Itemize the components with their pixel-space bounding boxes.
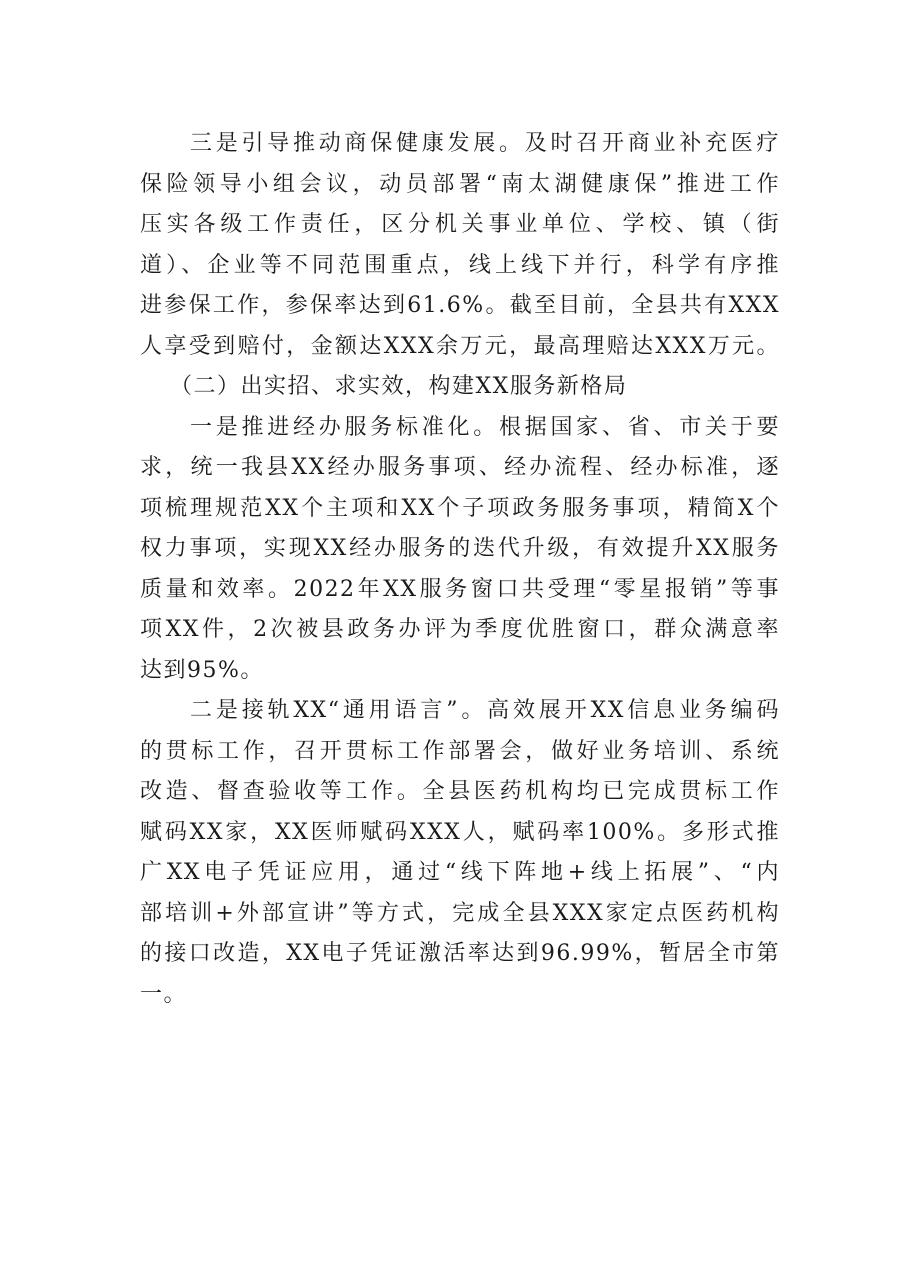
paragraph-service-standardization [140, 408, 780, 692]
paragraph-line: 改造、督查验收等工作。全县医药机构均已完成贯标工作 [140, 779, 780, 804]
paragraph-line: 权力事项，实现XX经办服务的迭代升级，有效提升XX服务 [140, 536, 780, 561]
paragraph-line: 一。 [140, 981, 188, 1007]
paragraph-line: 部培训+外部宣讲”等方式，完成全县XXX家定点医药机构 [140, 900, 780, 926]
paragraph-line: 道）、企业等不同范围重点，线上线下并行，科学有序推 [140, 252, 780, 278]
section-heading: （二）出实招、求实效，构建XX服务新格局 [170, 374, 628, 399]
paragraph-line: 的贯标工作，召开贯标工作部署会，做好业务培训、系统 [140, 738, 780, 764]
paragraph-line: 一是推进经办服务标准化。根据国家、省、市关于要 [190, 414, 780, 440]
paragraph-line: 的接口改造，XX电子凭证激活率达到96.99%，暂居全市第 [140, 941, 780, 966]
document-body [140, 124, 780, 1015]
paragraph-line: 三是引导推动商保健康发展。及时召开商业补充医疗 [190, 131, 780, 156]
paragraph-line: 项XX件，2次被县政务办评为季度优胜窗口，群众满意率 [140, 617, 780, 642]
paragraph-line: 广XX电子凭证应用，通过“线下阵地+线上拓展”、“内 [140, 860, 780, 885]
paragraph-common-language [140, 691, 780, 1015]
paragraph-line: 达到95%。 [140, 657, 264, 683]
paragraph-line: 求，统一我县XX经办服务事项、经办流程、经办标准，逐 [140, 455, 780, 480]
paragraph-line: 赋码XX家，XX医师赋码XXX人，赋码率100%。多形式推 [140, 819, 780, 845]
paragraph-line: 压实各级工作责任，区分机关事业单位、学校、镇（街 [140, 212, 780, 237]
paragraph-line: 保险领导小组会议，动员部署“南太湖健康保”推进工作 [140, 171, 780, 197]
paragraph-commercial-insurance [140, 124, 780, 367]
paragraph-line: 进参保工作，参保率达到61.6%。截至目前，全县共有XXX [140, 293, 780, 318]
paragraph-line: 人享受到赔付，金额达XXX余万元，最高理赔达XXX万元。 [140, 333, 780, 359]
paragraph-line: 二是接轨XX“通用语言”。高效展开XX信息业务编码 [190, 698, 780, 723]
paragraph-line: 质量和效率。2022年XX服务窗口共受理“零星报销”等事 [140, 576, 780, 602]
paragraph-line: 项梳理规范XX个主项和XX个子项政务服务事项，精简X个 [140, 495, 780, 521]
